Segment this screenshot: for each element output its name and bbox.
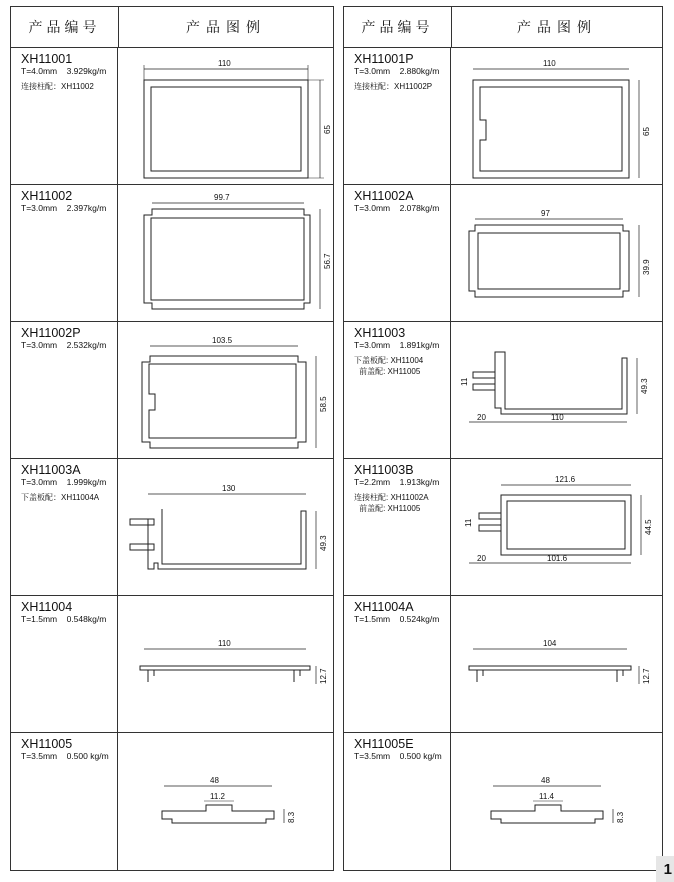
dim-height: 39.9 xyxy=(642,259,651,275)
dim-height: 12.7 xyxy=(319,668,328,684)
dim-height: 56.7 xyxy=(323,253,332,269)
dim-height: 65 xyxy=(642,127,651,136)
product-spec: T=3.0mm 2.532kg/m xyxy=(21,340,107,350)
profile-drawing xyxy=(118,48,333,184)
product-row xyxy=(11,48,333,185)
profile-drawing xyxy=(118,733,333,870)
product-code: XH11003B xyxy=(354,463,414,477)
dim-small: 11 xyxy=(460,377,469,386)
dim-width: 48 xyxy=(210,776,219,785)
product-note: 连接柱配: XH11002A xyxy=(354,493,429,502)
dim-height: 8.3 xyxy=(287,811,296,823)
product-code: XH11001 xyxy=(21,52,73,66)
dim-width: 110 xyxy=(218,59,231,68)
product-row xyxy=(344,48,662,185)
dim-height: 49.3 xyxy=(640,378,649,394)
product-row xyxy=(344,596,662,733)
catalog-table-right xyxy=(343,6,663,871)
dim-mid: 11.2 xyxy=(210,792,225,801)
product-spec: T=3.0mm 2.880kg/m xyxy=(354,66,440,76)
dim-height: 49.3 xyxy=(319,535,328,551)
product-code: XH11003 xyxy=(354,326,406,340)
dim-small: 11 xyxy=(464,518,473,527)
product-code: XH11005 xyxy=(21,737,73,751)
page-number: 1 xyxy=(656,856,674,882)
product-row xyxy=(11,185,333,322)
profile-drawing xyxy=(118,596,333,732)
profile-drawing xyxy=(451,48,662,184)
catalog-table-left xyxy=(10,6,334,871)
profile-drawing xyxy=(118,459,333,595)
dim-bottom: 101.6 xyxy=(547,554,568,563)
header-figure: 产品图例 xyxy=(186,20,266,36)
dim-width: 110 xyxy=(551,413,564,422)
product-spec: T=3.0mm 1.891kg/m xyxy=(354,340,440,350)
product-spec: T=4.0mm 3.929kg/m xyxy=(21,66,107,76)
product-row xyxy=(11,596,333,733)
dim-width: 121.6 xyxy=(555,475,576,484)
header-figure: 产品图例 xyxy=(517,20,597,36)
product-spec: T=1.5mm 0.548kg/m xyxy=(21,614,107,624)
profile-drawing xyxy=(451,322,662,458)
product-row xyxy=(344,322,662,459)
dim-height: 8.3 xyxy=(616,811,625,823)
dim-left: 20 xyxy=(477,554,486,563)
profile-drawing xyxy=(451,733,662,870)
product-row xyxy=(11,322,333,459)
product-row xyxy=(11,733,333,870)
profile-drawing xyxy=(118,185,333,321)
product-note: 连接柱配：XH11002 xyxy=(21,82,94,91)
dim-width: 110 xyxy=(218,639,231,648)
table-header xyxy=(344,7,662,48)
product-row xyxy=(11,459,333,596)
profile-drawing xyxy=(451,596,662,732)
product-spec: T=2.2mm 1.913kg/m xyxy=(354,477,440,487)
product-spec: T=3.0mm 1.999kg/m xyxy=(21,477,107,487)
dim-height: 44.5 xyxy=(644,519,653,535)
product-spec: T=3.5mm 0.500 kg/m xyxy=(21,751,109,761)
product-code: XH11002A xyxy=(354,189,414,203)
dim-width: 110 xyxy=(543,59,556,68)
header-code: 产品编号 xyxy=(11,7,119,47)
header-code: 产品编号 xyxy=(344,7,452,47)
product-code: XH11003A xyxy=(21,463,81,477)
product-spec: T=3.0mm 2.078kg/m xyxy=(354,203,440,213)
product-code: XH11002 xyxy=(21,189,73,203)
table-header xyxy=(11,7,333,48)
product-note: 前盖配: XH11005 xyxy=(354,504,421,513)
profile-drawing xyxy=(118,322,333,458)
dim-height: 65 xyxy=(323,125,332,134)
product-code: XH11004A xyxy=(354,600,414,614)
dim-left: 20 xyxy=(477,413,486,422)
dim-height: 12.7 xyxy=(642,668,651,684)
product-note: 下盖板配：XH11004A xyxy=(21,493,100,502)
product-row xyxy=(344,733,662,870)
product-code: XH11005E xyxy=(354,737,414,751)
dim-width: 99.7 xyxy=(214,193,230,202)
product-spec: T=3.0mm 2.397kg/m xyxy=(21,203,107,213)
dim-mid: 11.4 xyxy=(539,792,554,801)
product-code: XH11001P xyxy=(354,52,414,66)
product-note: 下盖板配: XH11004 xyxy=(354,356,424,365)
product-spec: T=3.5mm 0.500 kg/m xyxy=(354,751,442,761)
product-spec: T=1.5mm 0.524kg/m xyxy=(354,614,440,624)
dim-width: 48 xyxy=(541,776,550,785)
profile-drawing xyxy=(451,459,662,595)
dim-width: 97 xyxy=(541,209,550,218)
product-row xyxy=(344,185,662,322)
product-code: XH11004 xyxy=(21,600,73,614)
profile-drawing xyxy=(451,185,662,321)
dim-width: 130 xyxy=(222,484,236,493)
dim-width: 103.5 xyxy=(212,336,233,345)
product-row xyxy=(344,459,662,596)
product-code: XH11002P xyxy=(21,326,81,340)
product-note: 前盖配: XH11005 xyxy=(354,367,421,376)
product-note: 连接柱配：XH11002P xyxy=(354,82,433,91)
dim-height: 58.5 xyxy=(319,396,328,412)
dim-width: 104 xyxy=(543,639,557,648)
